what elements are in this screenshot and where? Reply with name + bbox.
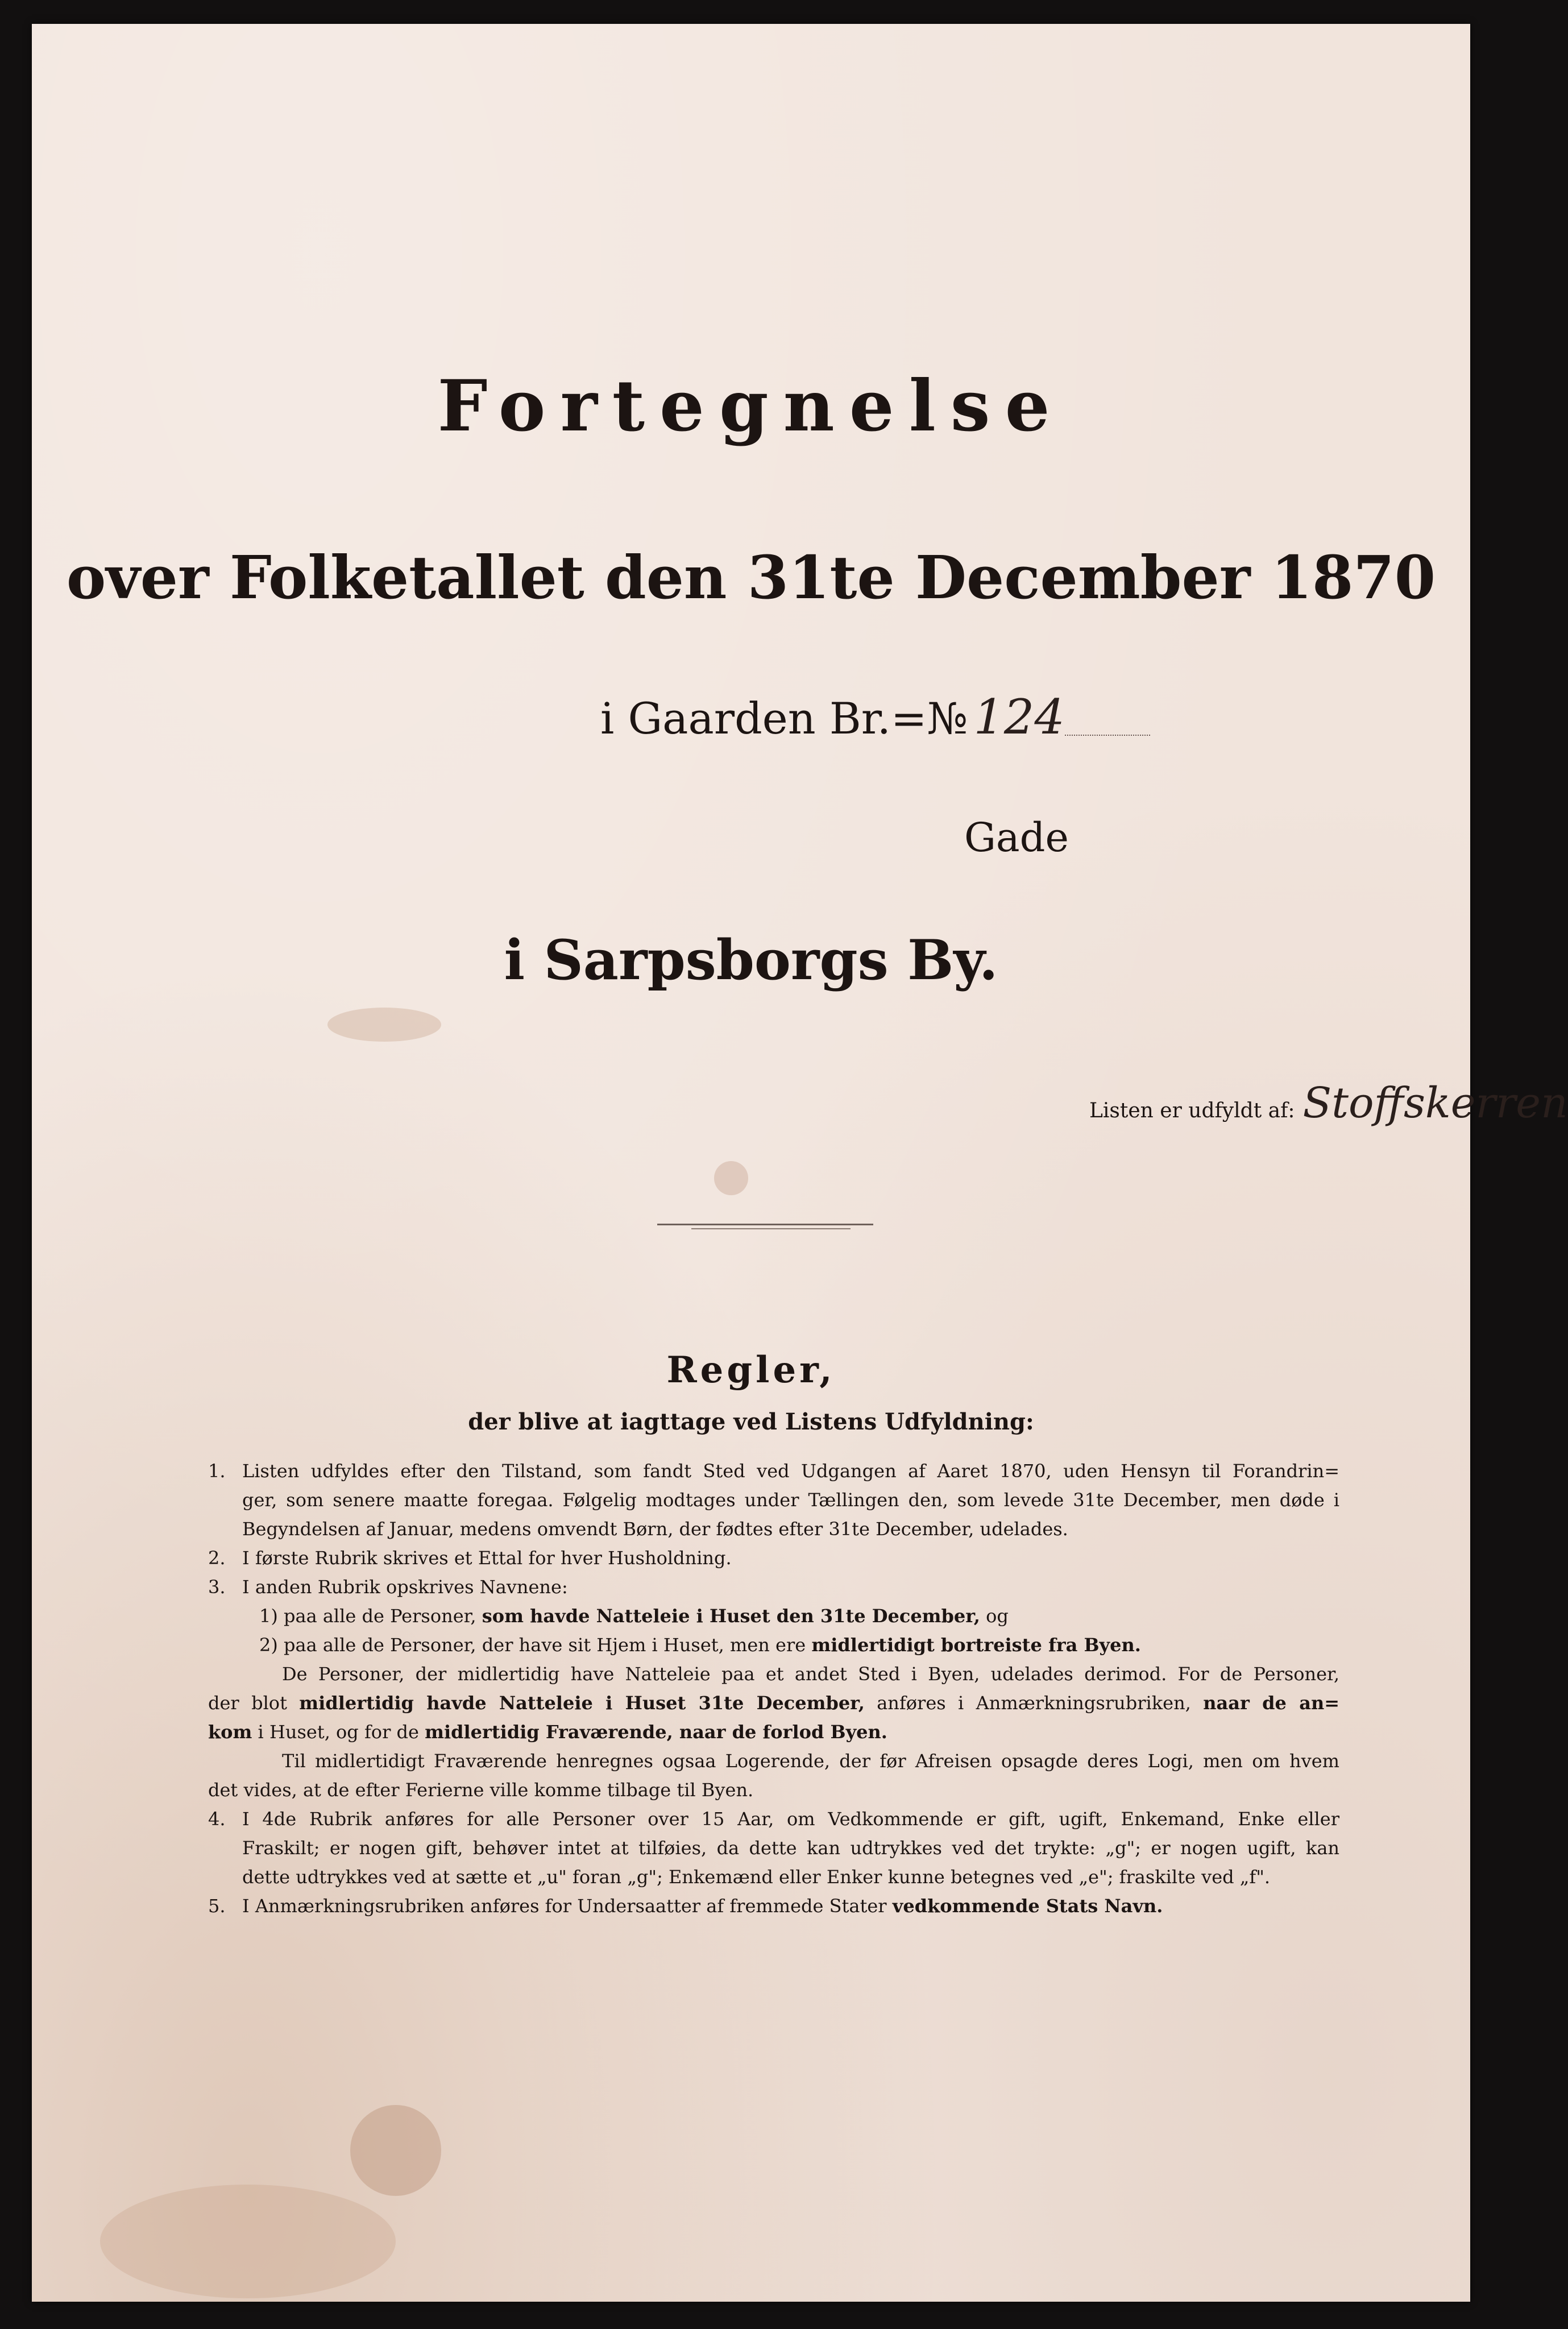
rule-3-para-2-line-1: Til midlertidigt Fraværende henregnes ogsaa Logerende, der før Afreisen opsagde deres Logi, men om hvem (282, 1750, 1339, 1772)
paper-stain (714, 1161, 748, 1195)
fill-line (1065, 735, 1150, 736)
rule-3-para-1-line-1: De Personer, der midlertidig have Natteleie paa et andet Sted i Byen, udelades derimod. For de Personer, (282, 1663, 1339, 1685)
rule-3-para-2-line-2: det vides, at de efter Ferierne ville komme tilbage til Byen. (208, 1779, 754, 1801)
rule-4-line-2: Fraskilt; er nogen gift, behøver intet at tilføies, da dette kan udtrykkes ved det trykte: „g"; er nogen ugift, kan (242, 1837, 1339, 1859)
rule-number: 3. (208, 1576, 226, 1598)
paper-stain (100, 2185, 396, 2298)
number-sign: № (927, 693, 968, 744)
rule-1-line-1 (208, 1457, 1339, 1486)
rule-4-line-1 (208, 1805, 1339, 1834)
rule-text: I Anmærkningsrubriken anføres for Undersaatter af fremmede Stater (242, 1895, 893, 1917)
rule-3-para-1-line-2 (208, 1689, 1339, 1718)
divider-rule (657, 1224, 873, 1225)
filled-by-signature: Stoffskerren (1302, 1079, 1568, 1128)
filled-by-line (1089, 1079, 1568, 1128)
census-form-page (32, 24, 1568, 2302)
rule-text: I 4de Rubrik anføres for alle Personer over 15 Aar, om Vedkommende er gift, ugift, Enkemand, Enke eller (242, 1808, 1339, 1830)
rules-heading: Regler, (666, 1349, 836, 1391)
rule-3-para-1-line-3 (208, 1718, 1339, 1747)
rule-1-line-3: Begyndelsen af Januar, medens omvendt Børn, der fødtes efter 31te December, udelades. (242, 1518, 1068, 1540)
farm-number-line (600, 689, 1150, 745)
farm-number-handwritten: 124 (973, 689, 1065, 745)
rule-5 (208, 1892, 1339, 1921)
rule-text-bold: naar de an= (1203, 1692, 1340, 1714)
paper-stain (350, 2105, 441, 2196)
rule-number: 2. (208, 1547, 226, 1569)
rule-3-item-1 (208, 1602, 1339, 1631)
rule-text: anføres i Anmærkningsrubriken, (864, 1692, 1204, 1714)
rule-text-bold: midlertidig Fraværende, naar de forlod Byen. (425, 1721, 887, 1743)
rule-number: 5. (208, 1895, 226, 1917)
rule-text: der blot (208, 1692, 300, 1714)
document-subtitle: over Folketallet den 31te December 1870 (66, 542, 1436, 612)
rule-3 (208, 1573, 1339, 1602)
document-title: Fortegnelse (437, 365, 1065, 447)
rule-number: 4. (208, 1808, 226, 1830)
rule-1-line-2: ger, som senere maatte foregaa. Følgelig modtages under Tællingen den, som levede 31te December, men døde i (242, 1489, 1339, 1511)
rule-text-bold: midlertidigt bortreiste fra Byen. (811, 1634, 1141, 1656)
rule-text-bold: som havde Natteleie i Huset den 31te December, (482, 1605, 980, 1627)
rule-text-bold: vedkommende Stats Navn. (892, 1895, 1163, 1917)
rules-subheading: der blive at iagttage ved Listens Udfyldning: (468, 1408, 1034, 1435)
farm-label: i Gaarden Br.= (600, 693, 927, 744)
filled-by-label: Listen er udfyldt af: (1089, 1099, 1295, 1122)
divider-rule (691, 1228, 851, 1229)
rule-4-line-3: dette udtrykkes ved at sætte et „u" foran „g"; Enkemænd eller Enker kunne betegnes ved „e"; fraskilte ved „f". (242, 1866, 1271, 1888)
rule-text: I anden Rubrik opskrives Navnene: (242, 1576, 568, 1598)
rule-text: og (980, 1605, 1009, 1627)
rule-text-bold: kom (208, 1721, 252, 1743)
town-label: i Sarpsborgs By. (504, 928, 998, 992)
rule-text: i Huset, og for de (252, 1721, 425, 1743)
rule-text: I første Rubrik skrives et Ettal for hver Husholdning. (242, 1547, 732, 1569)
street-label: Gade (964, 814, 1069, 861)
rule-text: Listen udfyldes efter den Tilstand, som fandt Sted ved Udgangen af Aaret 1870, uden Hensyn til Forandrin= (242, 1460, 1339, 1482)
rules-list (208, 1457, 1339, 1921)
rule-3-item-2 (208, 1631, 1339, 1660)
rule-number: 1. (208, 1460, 226, 1482)
rule-2 (208, 1544, 1339, 1573)
rule-text-bold: midlertidig havde Natteleie i Huset 31te December, (299, 1692, 865, 1714)
paper-stain (327, 1008, 441, 1042)
rule-text: 2) paa alle de Personer, der have sit Hjem i Huset, men ere (259, 1634, 812, 1656)
rule-text: 1) paa alle de Personer, (259, 1605, 482, 1627)
